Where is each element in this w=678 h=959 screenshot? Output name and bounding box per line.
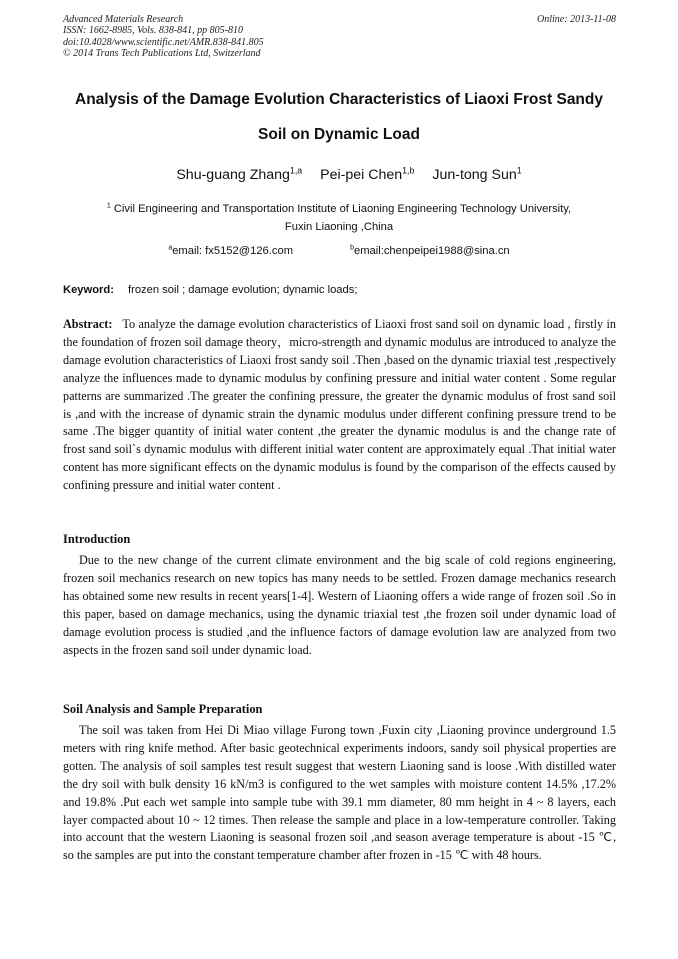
email-entry: [168, 245, 293, 257]
soil-analysis-body: [63, 722, 616, 865]
email-list: [60, 245, 618, 257]
email-entry: [350, 245, 510, 257]
paper-title-line-1: Analysis of the Damage Evolution Characteristics of Liaoxi Frost Sandy: [75, 91, 603, 108]
introduction-paragraph: Due to the new change of the current climate environment and the big scale of cold regions engineering, frozen soil mechanics research on new topics has many needs to be settled. Frozen damage mechanics research has obtained some new results in recent years[1-4]. Western of Liaoning offers a wide range of frozen soil .So in this paper, based on damage mechanics, using the dynamic triaxial test ,the frozen soil under dynamic load of damage evolution process is studied ,and the influence factors of damage evolution law are analyzed from two aspects in the frozen sand soil under dynamic load.: [63, 553, 616, 657]
section-heading-introduction: Introduction: [63, 532, 131, 546]
affiliation-line-1: [60, 203, 618, 215]
author: [320, 167, 414, 183]
author-affiliation-mark: 1,a: [289, 165, 303, 176]
author-list: [60, 167, 638, 183]
email-mark: a: [168, 244, 173, 252]
keywords: [63, 284, 616, 296]
publication-info: [63, 14, 616, 59]
journal-name: Advanced Materials Research: [63, 14, 184, 25]
email-address[interactable]: email:chenpeipei1988@sina.cn: [353, 245, 510, 257]
introduction-body: [63, 552, 616, 659]
doi-line: doi:10.4028/www.scientific.net/AMR.838-841.805: [63, 36, 264, 48]
copyright-line: © 2014 Trans Tech Publications Ltd, Switzerland: [63, 47, 261, 59]
affiliation-line-2: Fuxin Liaoning ,China: [284, 221, 394, 233]
keywords-label: Keyword:: [63, 284, 114, 296]
section-heading-soil-analysis: Soil Analysis and Sample Preparation: [63, 702, 263, 716]
keywords-text: frozen soil ; damage evolution; dynamic loads;: [127, 284, 358, 296]
author-name: Jun-tong Sun: [432, 167, 517, 183]
abstract: [63, 316, 616, 495]
affiliation-mark: 1: [106, 202, 111, 210]
author: [432, 167, 521, 183]
journal-header: [63, 14, 616, 59]
author-affiliation-mark: 1,b: [402, 165, 415, 176]
soil-analysis-paragraph: The soil was taken from Hei Di Miao village Furong town ,Fuxin city ,Liaoning province underground 1.5 meters with ring knife method. After basic geotechnical experiments indoors, sandy soil physical properties are gotten. The analysis of soil samples test result suggest that western Liaoning sand is loose .With distilled water the dry soil with bulk density 16 kN/m3 is configured to the wet samples with moisture content 14.5% ,17.2% and 19.8% .Put each wet sample into sample tube with 39.1 mm diameter, 80 mm height in 4 ~ 8 layers, each layer compacted about 10 ~ 12 times. Then release the sample and place in a low-temperature controller. Taking into account that the western Liaoning is seasonal frozen soil ,and season average temperature is about -15 ℃, so the samples are put into the constant temperature chamber after frozen in -15 ℃ with 48 hours.: [63, 723, 616, 863]
abstract-text: To analyze the damage evolution characteristics of Liaoxi frost sand soil on dynamic load , firstly in the foundation of frozen soil damage theory，micro-strength and dynamic modulus are introduced to analyze the damage evolution characteristics of Liaoxi frost sandy soil .Then ,based on the dynamic triaxial test ,respectively analyze the influences made to dynamic modulus by confining pressure and initial water content . Some regular patterns are summarized .The greater the confining pressure, the greater the dynamic modulus of frost sand soil is ,and with the increase of dynamic strain the dynamic modulus under different confining pressure trend to be same .The bigger quantity of initial water content ,the greater the dynamic modulus is and the change rate of frost sand soil`s dynamic modulus with different initial water content are approximately equal .That initial water content has more significant effects on the dynamic modulus is found by the comparison of the effects caused by confining pressure and initial water content .: [63, 317, 616, 493]
author-name: Shu-guang Zhang: [176, 167, 290, 183]
email-address[interactable]: email: fx5152@126.com: [172, 245, 294, 257]
author: [176, 167, 302, 183]
paper-title-line-2: Soil on Dynamic Load: [258, 126, 420, 143]
author-name: Pei-pei Chen: [320, 167, 403, 183]
issn-line: ISSN: 1662-8985, Vols. 838-841, pp 805-810: [63, 25, 243, 37]
email-mark: b: [350, 244, 354, 252]
online-date: Online: 2013-11-08: [537, 14, 616, 25]
author-affiliation-mark: 1: [516, 165, 522, 176]
abstract-label: Abstract:: [63, 317, 113, 331]
affiliation-text: Civil Engineering and Transportation Institute of Liaoning Engineering Technology University,: [113, 203, 572, 215]
